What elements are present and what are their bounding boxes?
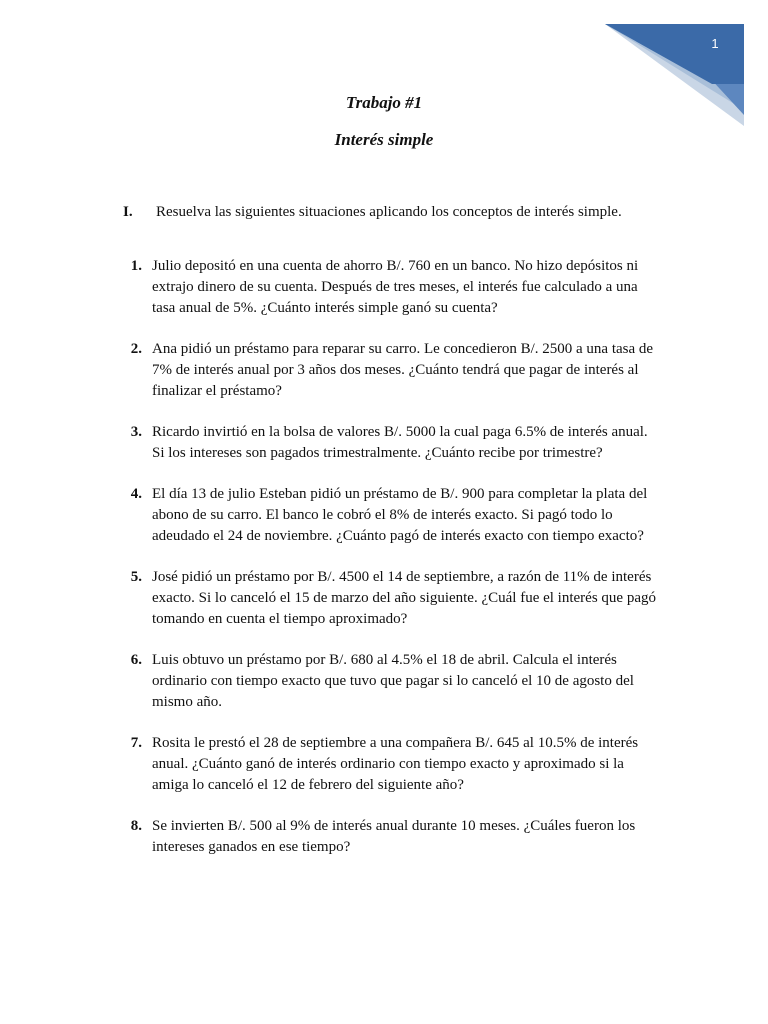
- problem-text-line: José pidió un préstamo por B/. 4500 el 14 de septiembre, a razón de 11% de interés: [152, 569, 652, 585]
- problem-text-line: finalizar el préstamo?: [152, 383, 282, 399]
- problem-text-line: adeudado el 24 de noviembre. ¿Cuánto pagó de interés exacto con tiempo exacto?: [152, 528, 644, 544]
- page-number: 1: [711, 36, 719, 51]
- problem-number: 4.: [130, 486, 142, 502]
- problem-text-line: tasa anual de 5%. ¿Cuánto interés simple ganó su cuenta?: [152, 300, 498, 316]
- problem-number: 8.: [130, 818, 142, 834]
- problem-text-line: Si los intereses son pagados trimestralmente. ¿Cuánto recibe por trimestre?: [152, 445, 603, 461]
- problem-number: 2.: [130, 341, 142, 357]
- problem-text-line: tomando en cuenta el tiempo aproximado?: [152, 611, 408, 627]
- problem-item: [112, 484, 672, 547]
- document-title: Trabajo #1: [345, 93, 423, 112]
- problem-text-line: amiga lo canceló el 12 de febrero del siguiente año?: [152, 777, 464, 793]
- problem-text-line: ordinario con tiempo exacto que tuvo que pagar si lo canceló el 10 de agosto del: [152, 673, 634, 689]
- problem-text-line: exacto. Si lo canceló el 15 de marzo del año siguiente. ¿Cuál fue el interés que pagó: [152, 590, 656, 606]
- problem-text-line: abono de su carro. El banco le cobró el 8% de interés exacto. Si pagó todo lo: [152, 507, 613, 523]
- problem-text-line: 7% de interés anual por 3 años dos meses. ¿Cuánto tendrá que pagar de interés al: [152, 362, 639, 378]
- problem-text-line: mismo año.: [152, 694, 222, 710]
- problem-item: [112, 733, 672, 796]
- problem-text-line: intereses ganados en ese tiempo?: [152, 839, 351, 855]
- problem-number: 1.: [130, 258, 142, 274]
- problem-number: 7.: [130, 735, 142, 751]
- problem-item: [112, 422, 672, 464]
- problem-text-line: Rosita le prestó el 28 de septiembre a una compañera B/. 645 al 10.5% de interés: [152, 735, 639, 751]
- problem-item: [112, 256, 672, 319]
- problem-text-line: Se invierten B/. 500 al 9% de interés anual durante 10 meses. ¿Cuáles fueron los: [152, 818, 636, 834]
- problem-text-line: El día 13 de julio Esteban pidió un préstamo de B/. 900 para completar la plata del: [152, 486, 648, 502]
- problem-text-line: Luis obtuvo un préstamo por B/. 680 al 4.5% el 18 de abril. Calcula el interés: [152, 652, 617, 668]
- document-subtitle: Interés simple: [334, 130, 434, 149]
- problem-text-line: Ana pidió un préstamo para reparar su carro. Le concedieron B/. 2500 a una tasa de: [152, 341, 654, 357]
- problem-text-line: Julio depositó en una cuenta de ahorro B/. 760 en un banco. No hizo depósitos ni: [152, 258, 639, 274]
- problem-text-line: anual. ¿Cuánto ganó de interés ordinario con tiempo exacto y aproximado si la: [152, 756, 624, 772]
- section-marker: I.: [123, 204, 133, 220]
- problem-number: 6.: [130, 652, 142, 668]
- section-instruction: Resuelva las siguientes situaciones aplicando los conceptos de interés simple.: [156, 204, 622, 220]
- problem-item: [112, 567, 672, 630]
- problem-number: 3.: [130, 424, 142, 440]
- problem-text-line: extrajo dinero de su cuenta. Después de tres meses, el interés fue calculado a una: [152, 279, 638, 295]
- problem-number: 5.: [130, 569, 142, 585]
- problem-item: [112, 650, 672, 713]
- problem-list: [112, 256, 672, 878]
- problem-text-line: Ricardo invirtió en la bolsa de valores B/. 5000 la cual paga 6.5% de interés anual.: [152, 424, 648, 440]
- problem-item: [112, 339, 672, 402]
- problem-item: [112, 816, 672, 858]
